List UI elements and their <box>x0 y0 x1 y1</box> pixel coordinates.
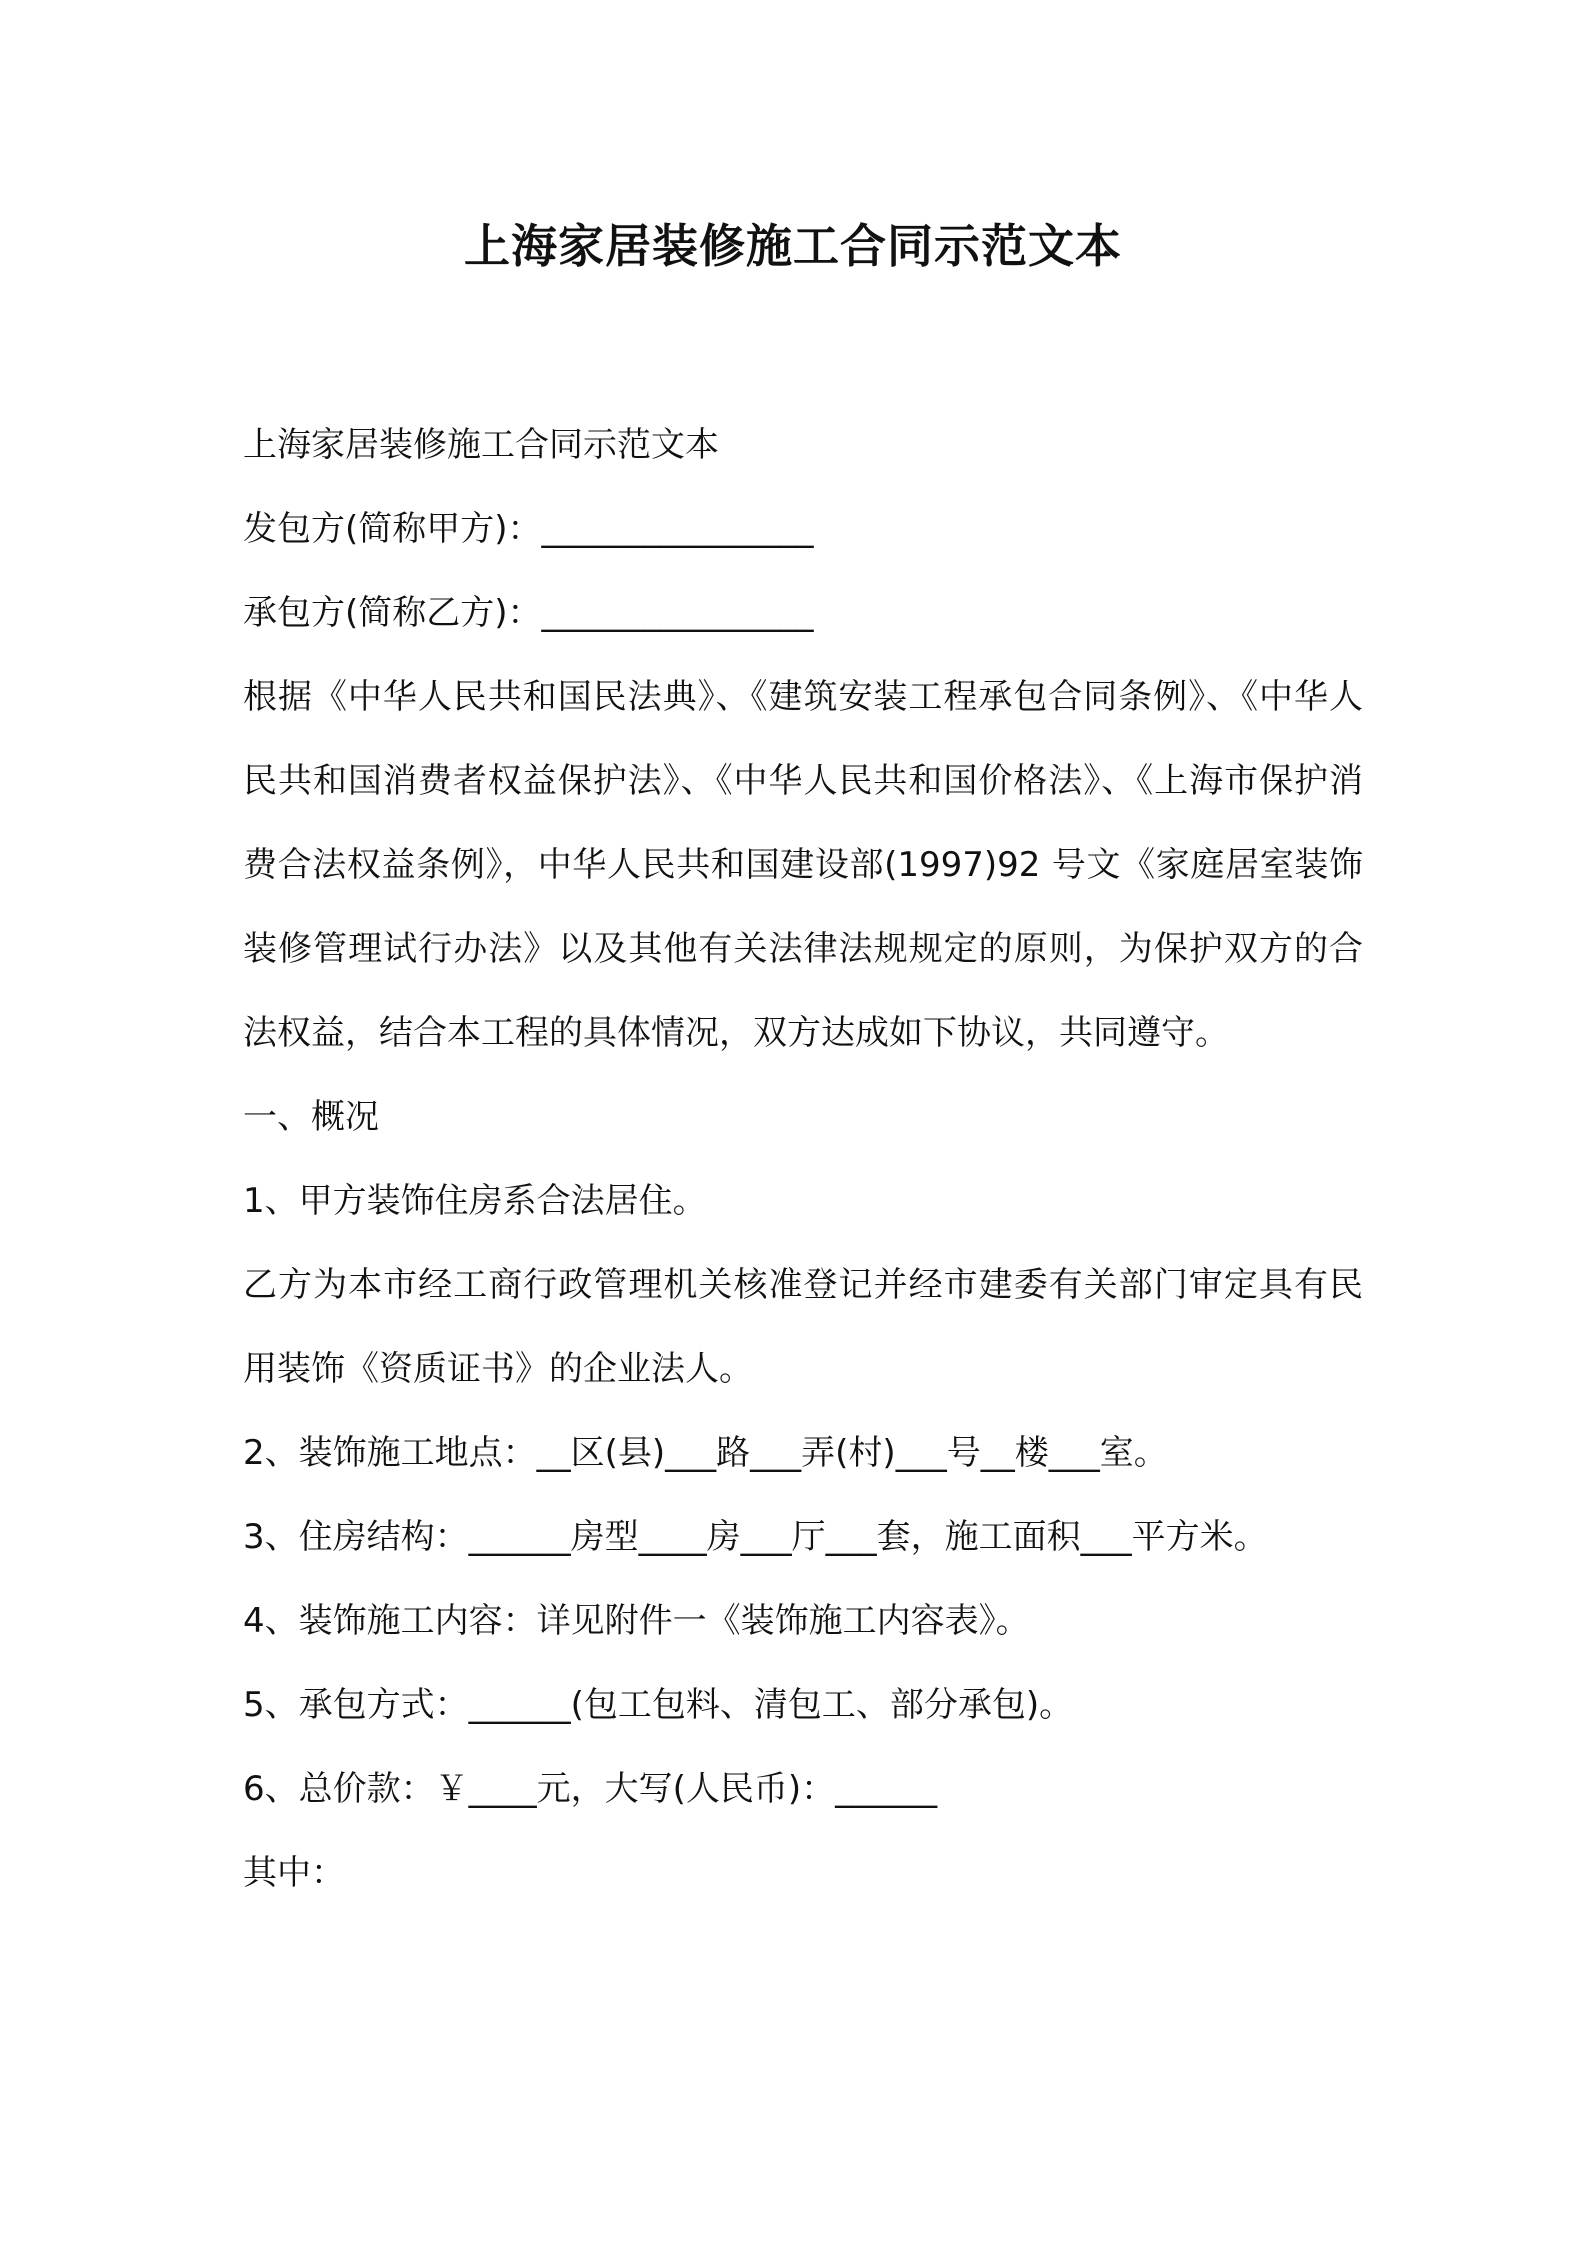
clause-5-contract-mode: 5、承包方式：______(包工包料、清包工、部分承包)。 <box>243 1685 1074 1725</box>
clause-6-breakdown-label: 其中： <box>243 1853 345 1893</box>
clause-4-content: 4、装饰施工内容：详见附件一《装饰施工内容表》。 <box>243 1601 1030 1641</box>
clause-1-note: 乙方为本市经工商行政管理机关核准登记并经市建委有关部门审定具有民用装饰《资质证书》的企业法人。 <box>243 1265 1363 1389</box>
preamble-paragraph: 根据《中华人民共和国民法典》、《建筑安装工程承包合同条例》、《中华人民共和国消费者权益保护法》、《中华人民共和国价格法》、《上海市保护消费合法权益条例》，中华人民共和国建设部(1997)92 号文《家庭居室装饰装修管理试行办法》以及其他有关法律法规规定的原则，为保护双方的合法权益，结合本工程的具体情况，双方达成如下协议，共同遵守。 <box>243 677 1363 1053</box>
party-a-line: 发包方(简称甲方)：________________ <box>243 509 814 549</box>
clause-1: 1、甲方装饰住房系合法居住。 <box>243 1181 707 1221</box>
clause-3-structure: 3、住房结构：______房型____房___厅___套，施工面积___平方米。 <box>243 1517 1268 1557</box>
document-body <box>243 403 1363 1915</box>
document-title: 上海家居装修施工合同示范文本 <box>464 219 1122 273</box>
clause-6-total-price: 6、总价款：￥____元，大写(人民币)：______ <box>243 1769 938 1809</box>
document-subtitle: 上海家居装修施工合同示范文本 <box>243 425 719 465</box>
section-heading-overview: 一、概况 <box>243 1097 379 1137</box>
party-b-line: 承包方(简称乙方)：________________ <box>243 593 814 633</box>
clause-2-location: 2、装饰施工地点：__区(县)___路___弄(村)___号__楼___室。 <box>243 1433 1168 1473</box>
